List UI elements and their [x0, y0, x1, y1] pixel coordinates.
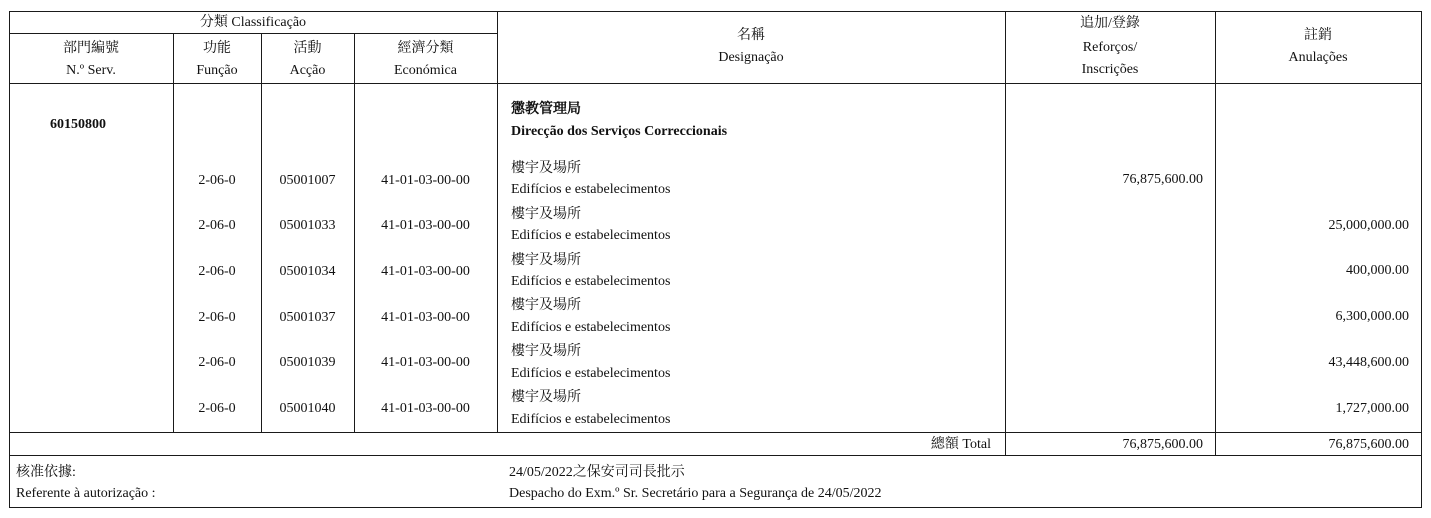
table-border-top: [9, 11, 1422, 12]
service-name-zh: 懲教管理局: [511, 102, 581, 117]
header-funcao-pt: Função: [196, 63, 238, 78]
header-designacao-pt: Designação: [718, 50, 784, 65]
row-anulacoes: 25,000,000.00: [1328, 218, 1409, 233]
total-anulacoes: 76,875,600.00: [1328, 437, 1409, 452]
header-economica-pt: Económica: [394, 63, 457, 78]
footer-text-pt: Despacho do Exm.º Sr. Secretário para a Segurança de 24/05/2022: [509, 486, 882, 501]
row-anulacoes: 400,000.00: [1346, 263, 1409, 278]
row-funcao: 2-06-0: [198, 173, 236, 188]
row-economica: 41-01-03-00-00: [381, 264, 470, 279]
total-top-border: [9, 432, 1422, 433]
row-designacao-pt: Edifícios e estabelecimentos: [511, 366, 671, 381]
service-name-pt: Direcção dos Serviços Correccionais: [511, 124, 728, 139]
header-reforcos-pt1: Reforços/: [1082, 40, 1138, 55]
total-reforcos: 76,875,600.00: [1122, 437, 1203, 452]
row-funcao: 2-06-0: [198, 401, 236, 416]
header-serv-zh: 部門編號: [63, 41, 119, 56]
header-bottom-border: [9, 83, 1422, 84]
table-border-bottom: [9, 507, 1422, 508]
footer-label-pt: Referente à autorização :: [16, 486, 156, 501]
row-anulacoes: 43,448,600.00: [1328, 355, 1409, 370]
total-label: 總額 Total: [930, 437, 991, 452]
header-anulacoes-pt: Anulações: [1288, 50, 1348, 65]
row-economica: 41-01-03-00-00: [381, 401, 470, 416]
row-designacao-pt: Edifícios e estabelecimentos: [511, 412, 671, 427]
header-economica-zh: 經濟分類: [397, 41, 454, 56]
row-funcao: 2-06-0: [198, 218, 236, 233]
header-reforcos-zh: 追加/登錄: [1080, 16, 1140, 31]
row-economica: 41-01-03-00-00: [381, 355, 470, 370]
row-anulacoes: 1,727,000.00: [1335, 401, 1409, 416]
row-funcao: 2-06-0: [198, 355, 236, 370]
footer-label-zh: 核准依據:: [16, 465, 76, 480]
row-designacao-pt: Edifícios e estabelecimentos: [511, 182, 671, 197]
row-funcao: 2-06-0: [198, 310, 236, 325]
row-accao: 05001037: [279, 310, 336, 325]
row-economica: 41-01-03-00-00: [381, 173, 470, 188]
row-designacao-pt: Edifícios e estabelecimentos: [511, 320, 671, 335]
row-designacao-pt: Edifícios e estabelecimentos: [511, 228, 671, 243]
header-accao-zh: 活動: [293, 41, 322, 56]
header-classificacao: 分類 Classificação: [199, 15, 307, 30]
table-border-right: [1421, 11, 1422, 508]
row-designacao-pt: Edifícios e estabelecimentos: [511, 274, 671, 289]
row-accao: 05001039: [279, 355, 336, 370]
row-accao: 05001034: [279, 264, 336, 279]
header-designacao-zh: 名稱: [737, 28, 765, 43]
row-economica: 41-01-03-00-00: [381, 218, 470, 233]
row-accao: 05001033: [279, 218, 336, 233]
header-funcao-zh: 功能: [203, 41, 231, 56]
row-funcao: 2-06-0: [198, 264, 236, 279]
total-bottom-border: [9, 455, 1422, 456]
row-accao: 05001040: [279, 401, 336, 416]
row-designacao-zh: 樓宇及場所: [511, 161, 581, 176]
header-anulacoes-zh: 註銷: [1304, 28, 1332, 43]
col-divider-designacao: [497, 11, 498, 433]
header-serv-pt: N.º Serv.: [66, 63, 116, 78]
row-designacao-zh: 樓宇及場所: [511, 207, 581, 222]
row-anulacoes: 6,300,000.00: [1335, 309, 1409, 324]
row-designacao-zh: 樓宇及場所: [511, 298, 581, 313]
row-reforcos: 76,875,600.00: [1122, 172, 1203, 187]
row-economica: 41-01-03-00-00: [381, 310, 470, 325]
classification-divider: [9, 33, 497, 34]
table-border-left: [9, 11, 10, 508]
service-code: 60150800: [50, 117, 106, 132]
row-designacao-zh: 樓宇及場所: [511, 253, 581, 268]
header-accao-pt: Acção: [289, 63, 326, 78]
footer-text-zh: 24/05/2022之保安司司長批示: [509, 465, 685, 480]
budget-table: [9, 11, 1422, 508]
row-designacao-zh: 樓宇及場所: [511, 390, 581, 405]
row-accao: 05001007: [279, 173, 336, 188]
header-reforcos-pt2: Inscrições: [1081, 62, 1139, 77]
row-designacao-zh: 樓宇及場所: [511, 344, 581, 359]
